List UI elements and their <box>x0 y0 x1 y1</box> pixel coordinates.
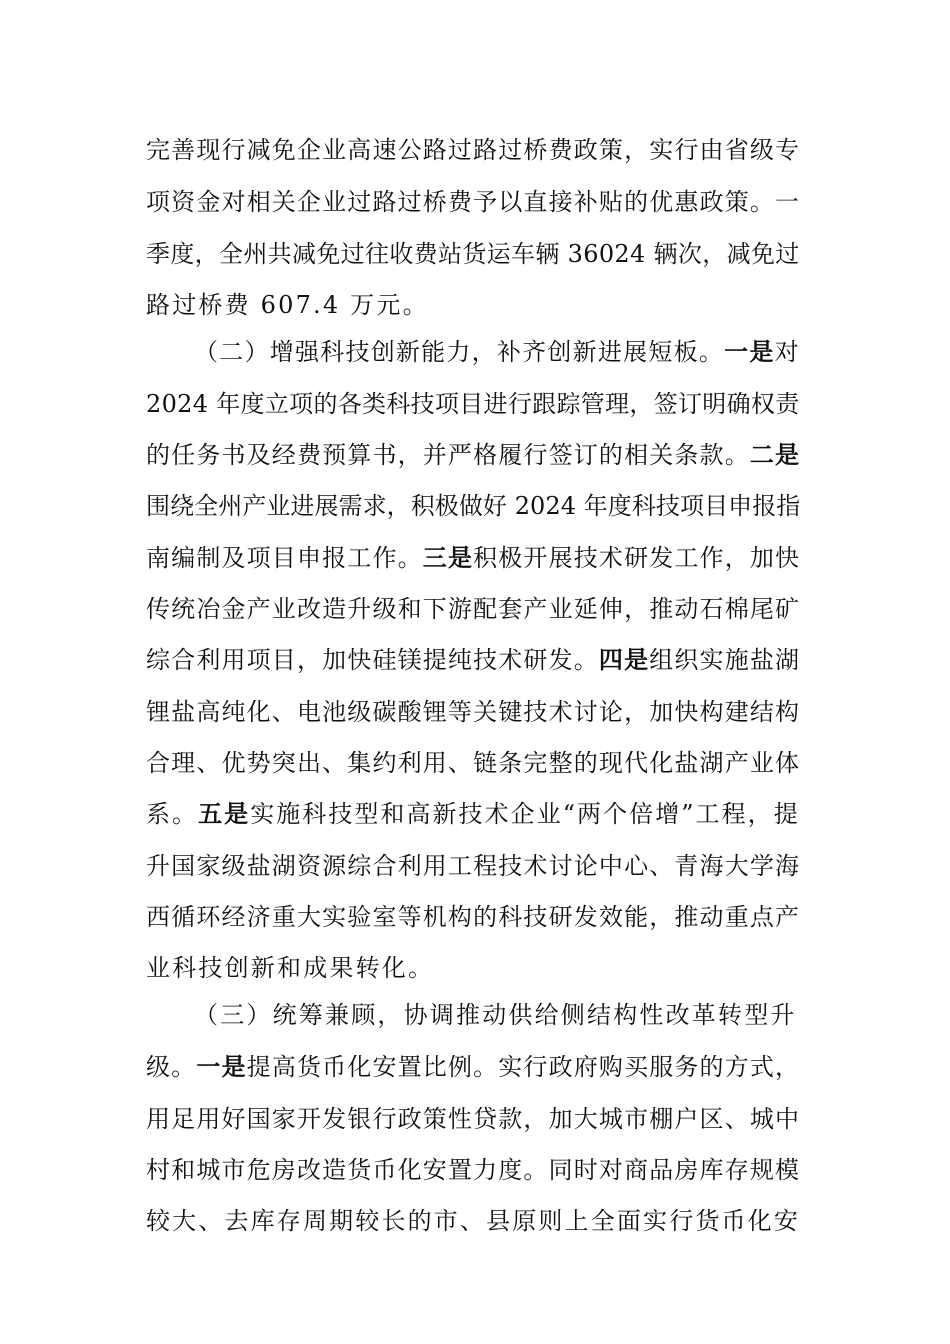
text-line <box>146 902 800 932</box>
text-segment: 对 <box>774 338 800 366</box>
text-line <box>146 187 800 217</box>
text-line <box>146 953 434 983</box>
text-line <box>146 1155 800 1185</box>
text-line <box>146 594 800 624</box>
text-segment: 传统冶金产业改造升级和下游配套产业延伸，推动石棉尾矿 <box>146 595 801 623</box>
text-line <box>146 748 800 778</box>
text-line <box>146 389 800 419</box>
text-segment: 锂盐高纯化、电池级碳酸锂等关键技术讨论，加快构建结构 <box>146 698 801 726</box>
text-segment: 路过桥费 607.4 万元。 <box>146 291 429 319</box>
text-segment: 季度，全州共减免过往收费站货运车辆 36024 辆次，减免过 <box>146 240 800 268</box>
text-line <box>146 1206 800 1236</box>
text-segment: 组织实施盐湖 <box>649 646 801 674</box>
text-segment: 的任务书及经费预算书，并严格履行签订的相关条款。 <box>146 441 750 469</box>
text-segment: 2024 年度立项的各类科技项目进行跟踪管理，签订明确权责 <box>146 390 800 418</box>
section-heading: （三）统筹兼顾，协调推动供给侧结构性改革转型升 <box>194 1001 797 1029</box>
text-line <box>146 851 800 881</box>
section-heading-line <box>194 1000 797 1030</box>
bold-marker: 五是 <box>198 800 251 828</box>
text-segment: 南编制及项目申报工作。 <box>146 544 423 572</box>
text-segment: 合理、优势突出、集约利用、链条完整的现代化盐湖产业体 <box>146 749 801 777</box>
text-line <box>146 491 800 521</box>
text-segment: 较大、去库存周期较长的市、县原则上全面实行货币化安 <box>146 1207 800 1235</box>
bold-marker: 四是 <box>598 646 650 674</box>
text-segment: 综合利用项目，加快硅镁提纯技术研发。 <box>146 646 599 674</box>
text-line <box>146 135 800 165</box>
bold-marker: 一是 <box>724 338 775 366</box>
text-line <box>146 1104 800 1134</box>
text-segment: 积极开展技术研发工作，加快 <box>473 544 801 572</box>
text-segment: 村和城市危房改造货币化安置力度。同时对商品房库存规模 <box>146 1156 801 1184</box>
section-heading-line <box>194 337 800 367</box>
text-segment: 升国家级盐湖资源综合利用工程技术讨论中心、青海大学海 <box>146 852 801 880</box>
text-segment: 业科技创新和成果转化。 <box>146 954 435 982</box>
text-line <box>146 239 800 269</box>
bold-marker: 三是 <box>422 544 474 572</box>
bold-marker: 二是 <box>749 441 801 469</box>
text-line <box>146 290 429 320</box>
text-line <box>146 543 800 573</box>
text-segment: 提高货币化安置比例。实行政府购买服务的方式， <box>246 1053 801 1081</box>
text-segment: 级。 <box>146 1053 197 1081</box>
text-segment: 完善现行减免企业高速公路过路过桥费政策，实行由省级专 <box>146 136 801 164</box>
text-segment: 围绕全州产业进展需求，积极做好 2024 年度科技项目申报指 <box>146 492 801 520</box>
text-segment: 西循环经济重大实验室等机构的科技研发效能，推动重点产 <box>146 903 801 931</box>
text-segment: 系。 <box>146 800 199 828</box>
text-line <box>146 645 800 675</box>
text-segment: 项资金对相关企业过路过桥费予以直接补贴的优惠政策。一 <box>146 188 801 216</box>
text-line <box>146 1052 800 1082</box>
bold-marker: 一是 <box>196 1053 247 1081</box>
section-heading: （二）增强科技创新能力，补齐创新进展短板。 <box>194 338 725 366</box>
text-line <box>146 697 800 727</box>
text-segment: 实施科技型和高新技术企业“两个倍增”工程，提 <box>250 800 800 828</box>
text-line <box>146 799 800 829</box>
text-segment: 用足用好国家开发银行政策性贷款，加大城市棚户区、城中 <box>146 1105 801 1133</box>
text-line <box>146 440 800 470</box>
